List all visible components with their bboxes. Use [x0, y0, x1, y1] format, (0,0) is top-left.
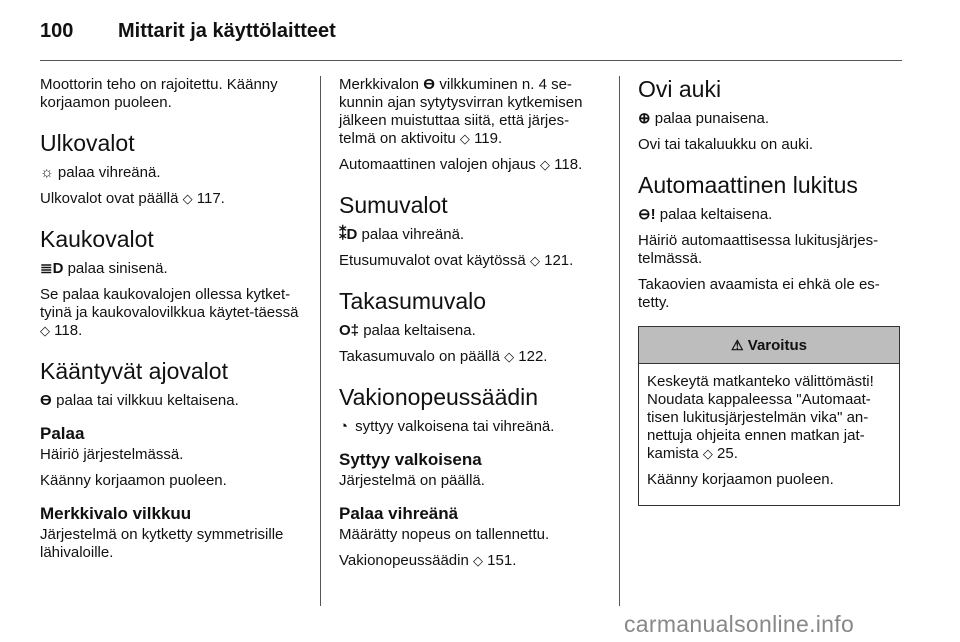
warning-text — [647, 373, 891, 463]
vakionopeus-ref-label: Vakionopeussäädin — [339, 552, 469, 569]
warning-title: Varoitus — [747, 337, 807, 354]
palaa-line-1: Häiriö järjestelmässä. — [40, 446, 184, 463]
page-ref-icon: ◇ — [40, 323, 50, 338]
ulkovalot-ref[interactable]: 117. — [196, 190, 225, 207]
header-divider — [40, 60, 902, 61]
column-1 — [40, 76, 306, 570]
page-ref-icon: ◇ — [539, 157, 550, 172]
ulkovalot-text — [40, 190, 306, 208]
kaukovalot-desc: Se palaa kaukovalojen ollessa kytket-tyinä ja kaukovalovilkkua käytet-täessä — [40, 286, 299, 321]
adaptive-light-icon: Ɵ — [40, 392, 52, 409]
merkki-text-a: Merkkivalon — [339, 76, 420, 93]
heading-kaukovalot: Kaukovalot — [40, 226, 154, 252]
page-header — [40, 14, 920, 48]
auto-light-text — [339, 156, 605, 174]
lock-fault-icon: ⊖! — [638, 206, 656, 223]
palaa-vihreana-ref-text — [339, 552, 605, 570]
merkkivalo-text: Järjestelmä on kytketty symmetrisille lähivaloille. — [40, 526, 284, 561]
sumuvalot-status-text: palaa vihreänä. — [361, 226, 465, 243]
warning-text-main: Keskeytä matkanteko välittömästi! Noudata kappaleessa "Automaat-tisen lukitusjärjestelmän vika" an-nettuja ohjeita ennen matkan jat-kamista — [647, 373, 874, 462]
rear-fog-light-icon: O‡ — [339, 322, 360, 339]
takasumu-desc: Takasumuvalo on päällä — [339, 348, 500, 365]
kaukovalot-ref[interactable]: 118. — [54, 322, 83, 339]
heading-takasumuvalo: Takasumuvalo — [339, 288, 487, 314]
heading-syttyy-valkoisena: Syttyy valkoisena — [339, 450, 482, 469]
ovi-status — [638, 110, 900, 128]
warning-triangle-icon: ⚠ — [731, 337, 744, 353]
palaa-vihreana-text: Määrätty nopeus on tallennettu. — [339, 526, 550, 543]
warning-box — [638, 326, 900, 506]
heading-automaattinen-lukitus: Automaattinen lukitus — [638, 172, 858, 198]
sumuvalot-status — [339, 226, 605, 244]
heading-palaa-vihreana: Palaa vihreänä — [339, 504, 459, 523]
takasumu-status — [339, 322, 605, 340]
lukitus-text: Häiriö automaattisessa lukitusjärjes-telmässä. — [638, 232, 879, 267]
footer-watermark: carmanualsonline.info — [624, 611, 855, 637]
heading-vakionopeussaadin: Vakionopeussäädin — [339, 384, 539, 410]
column-divider-2 — [619, 76, 620, 606]
lukitus-text-2: Takaovien avaamista ei ehkä ole es-tetty. — [638, 276, 880, 311]
heading-ovi-auki: Ovi auki — [638, 76, 722, 102]
intro-text: Moottorin teho on rajoitettu. Käänny korjaamon puoleen. — [40, 76, 278, 111]
palaa-line-2: Käänny korjaamon puoleen. — [40, 472, 227, 489]
ulkovalot-status — [40, 164, 306, 182]
page-number: 100 — [40, 20, 74, 42]
adaptive-light-icon: Ɵ — [423, 76, 435, 93]
heading-kaantyvat-ajovalot: Kääntyvät ajovalot — [40, 358, 228, 384]
ulkovalot-status-text: palaa vihreänä. — [57, 164, 161, 181]
page-ref-icon: ◇ — [504, 349, 515, 364]
vakionopeus-status — [339, 418, 605, 436]
lukitus-status — [638, 206, 900, 224]
merkkivalo-reminder-text — [339, 76, 605, 148]
warning-body — [639, 364, 899, 505]
kaukovalot-status — [40, 260, 306, 278]
warning-header — [639, 327, 899, 364]
high-beam-icon: ≣D — [40, 260, 64, 277]
fog-light-icon: ⁑D — [339, 226, 358, 243]
sumuvalot-ref[interactable]: 121. — [544, 252, 574, 269]
heading-merkkivalo-vilkkuu: Merkkivalo vilkkuu — [40, 504, 192, 523]
sumuvalot-text — [339, 252, 605, 270]
page-title: Mittarit ja käyttölaitteet — [118, 20, 336, 42]
takasumu-ref[interactable]: 122. — [518, 348, 548, 365]
heading-palaa: Palaa — [40, 424, 85, 443]
takasumu-status-text: palaa keltaisena. — [363, 322, 476, 339]
merkki-text-b: vilkkuminen n. 4 se-kunnin ajan sytytysvirran kytkemisen jälkeen muistuttaa siitä, että järjes-telmä on aktivoitu — [339, 76, 583, 147]
lukitus-status-text: palaa keltaisena. — [659, 206, 773, 223]
page-ref-icon: ◇ — [459, 131, 470, 146]
vakionopeus-ref[interactable]: 151. — [487, 552, 517, 569]
page-ref-icon: ◇ — [473, 553, 483, 568]
page-ref-icon: ◇ — [182, 191, 193, 206]
vakionopeus-status-text: syttyy valkoisena tai vihreänä. — [355, 418, 555, 435]
page-ref-icon: ◇ — [529, 253, 540, 268]
auto-ref[interactable]: 118. — [554, 156, 583, 173]
heading-sumuvalot: Sumuvalot — [339, 192, 448, 218]
kaantyvat-status-text: palaa tai vilkkuu keltaisena. — [56, 392, 239, 409]
takasumu-text — [339, 348, 605, 366]
ulkovalot-desc: Ulkovalot ovat päällä — [40, 190, 179, 207]
kaukovalot-status-text: palaa sinisenä. — [67, 260, 168, 277]
ovi-text: Ovi tai takaluukku on auki. — [638, 136, 814, 153]
exterior-light-icon: ☼ — [40, 164, 54, 181]
page-ref-icon: ◇ — [702, 446, 713, 461]
cruise-control-icon: ◔ — [339, 418, 349, 435]
warning-text-2: Käänny korjaamon puoleen. — [647, 471, 834, 488]
warning-ref[interactable]: 25. — [717, 445, 738, 462]
kaukovalot-text — [40, 286, 306, 340]
syttyy-text: Järjestelmä on päällä. — [339, 472, 485, 489]
column-3 — [638, 76, 900, 506]
kaantyvat-status — [40, 392, 306, 410]
column-2 — [339, 76, 605, 578]
heading-ulkovalot: Ulkovalot — [40, 130, 135, 156]
auto-text: Automaattinen valojen ohjaus — [339, 156, 536, 173]
door-open-icon: ⊕ — [638, 110, 651, 127]
column-divider-1 — [320, 76, 321, 606]
merkki-ref[interactable]: 119. — [474, 130, 503, 147]
ovi-status-text: palaa punaisena. — [654, 110, 770, 127]
sumuvalot-desc: Etusumuvalot ovat käytössä — [339, 252, 526, 269]
